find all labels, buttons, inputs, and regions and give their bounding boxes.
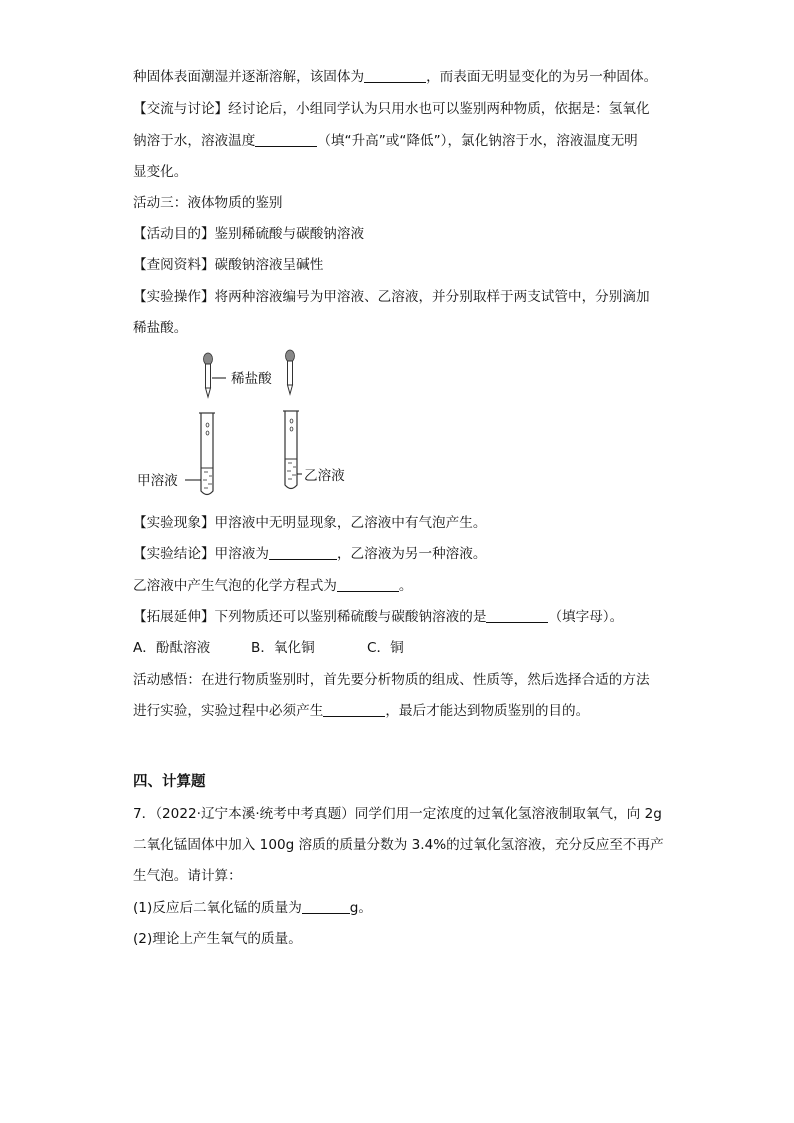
question-7-line: 7．（2022·辽宁本溪·统考中考真题）同学们用一定浓度的过氧化氢溶液制取氧气，向 2g (133, 806, 662, 822)
text-line (133, 67, 657, 87)
text-line (133, 607, 623, 627)
question-7-part-1 (133, 898, 372, 918)
section-title: 四、计算题 (133, 774, 206, 790)
text-line: 【查阅资料】碳酸钠溶液呈碱性 (133, 257, 324, 273)
text-segment: (1)反应后二氧化锰的质量为 (133, 900, 302, 916)
text-segment: （填“升高”或“降低”），氯化钠溶于水，溶液温度无明 (317, 133, 638, 149)
test-tube-figure (130, 345, 370, 505)
option-a: A．酚酞溶液 (133, 640, 211, 656)
test-tube-left (199, 413, 215, 495)
option-b: B．氧化铜 (251, 640, 315, 656)
jia-solution-label: 甲溶液 (137, 473, 178, 489)
question-7-part-2: (2)理论上产生氧气的质量。 (133, 931, 302, 947)
text-segment: ，而表面无明显变化的为另一种固体。 (426, 69, 658, 85)
text-segment: 乙溶液中产生气泡的化学方程式为 (133, 578, 337, 594)
answer-blank[interactable] (302, 899, 350, 914)
text-segment: ，最后才能达到物质鉴别的目的。 (385, 703, 590, 719)
text-line (133, 131, 638, 151)
text-line (133, 701, 589, 721)
text-segment: 。 (398, 578, 413, 594)
text-segment: 种固体表面潮湿并逐渐溶解，该固体为 (133, 69, 365, 85)
text-line (133, 544, 486, 564)
text-segment: ，乙溶液为另一种溶液。 (336, 546, 487, 562)
answer-blank[interactable] (323, 702, 385, 717)
answer-blank[interactable] (255, 132, 317, 147)
text-segment: 钠溶于水，溶液温度 (133, 133, 256, 149)
text-line: 【活动目的】鉴别稀硫酸与碳酸钠溶液 (133, 226, 365, 242)
text-segment: 【拓展延伸】下列物质还可以鉴别稀硫酸与碳酸钠溶液的是 (133, 609, 487, 625)
text-line: 显变化。 (133, 164, 188, 180)
yi-solution-label: 乙溶液 (304, 468, 345, 484)
text-line (133, 576, 413, 596)
text-line: 【实验现象】甲溶液中无明显现象，乙溶液中有气泡产生。 (133, 515, 487, 531)
text-segment: （填字母）。 (548, 609, 624, 625)
text-line: 【实验操作】将两种溶液编号为甲溶液、乙溶液，并分别取样于两支试管中，分别滴加 (133, 289, 650, 305)
options-line (133, 638, 404, 658)
dropper-left (204, 353, 213, 397)
text-segment: 进行实验，实验过程中必须产生 (133, 703, 324, 719)
answer-blank[interactable] (269, 545, 337, 560)
text-segment: g。 (349, 900, 373, 916)
text-segment: 【实验结论】甲溶液为 (133, 546, 269, 562)
acid-label: 稀盐酸 (231, 371, 272, 387)
question-7-line: 二氧化锰固体中加入 100g 溶质的质量分数为 3.4%的过氧化氢溶液，充分反应至不再产 (133, 837, 664, 853)
text-line: 活动感悟：在进行物质鉴别时，首先要分析物质的组成、性质等，然后选择合适的方法 (133, 672, 650, 688)
answer-blank[interactable] (337, 577, 399, 592)
text-line: 稀盐酸。 (133, 320, 188, 336)
text-line: 【交流与讨论】经讨论后，小组同学认为只用水也可以鉴别两种物质，依据是：氢氧化 (133, 101, 650, 117)
answer-blank[interactable] (364, 68, 426, 83)
question-7-line: 生气泡。请计算： (133, 868, 242, 884)
text-line: 活动三：液体物质的鉴别 (133, 195, 283, 211)
option-c: C．铜 (367, 640, 404, 656)
answer-blank[interactable] (486, 608, 548, 623)
test-tube-right (283, 411, 299, 489)
dropper-right (286, 350, 295, 394)
